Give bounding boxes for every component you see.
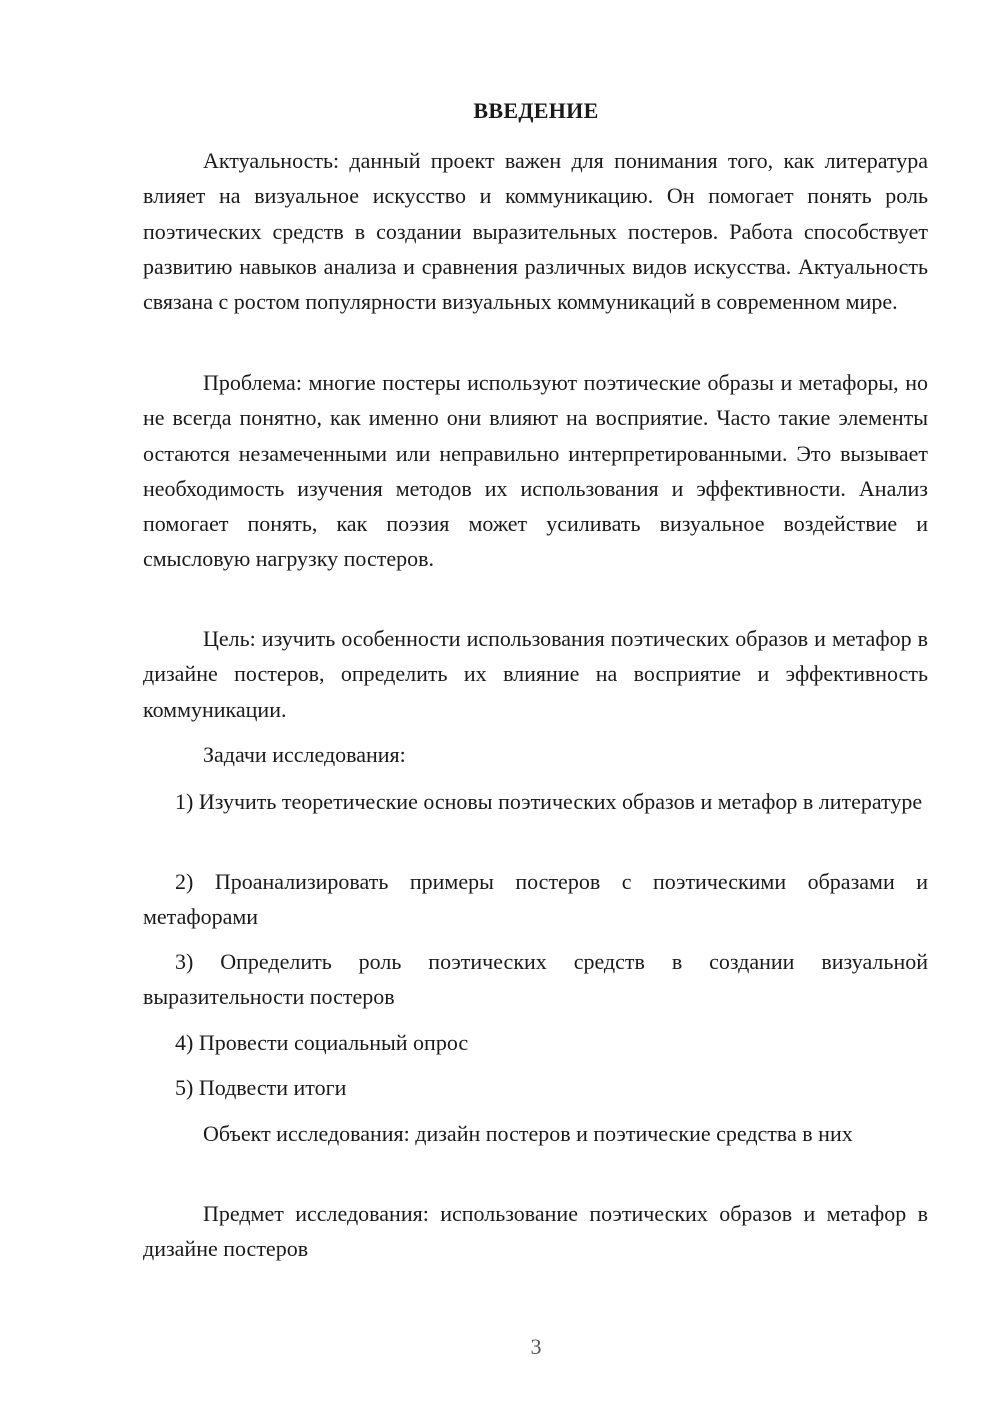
task-item-2: 2) Проанализировать примеры постеров с поэтическими образами и метафорами xyxy=(143,869,928,930)
page-number: 3 xyxy=(530,1334,542,1359)
paragraph-subject: Предмет исследования: использование поэтических образов и метафор в дизайне постеров xyxy=(143,1201,928,1262)
task-item-1: 1) Изучить теоретические основы поэтических образов и метафор в литературе xyxy=(175,789,923,814)
task-item-5: 5) Подвести итоги xyxy=(175,1075,347,1100)
task-item-3: 3) Определить роль поэтических средств в создании визуальной выразительности постеров xyxy=(143,949,928,1010)
task-item-4: 4) Провести социальный опрос xyxy=(175,1030,469,1055)
paragraph-goal: Цель: изучить особенности использования поэтических образов и метафор в дизайне постеров, определить их влияние на восприятие и эффективность коммуникации. xyxy=(143,626,928,722)
paragraph-problem: Проблема: многие постеры используют поэтические образы и метафоры, но не всегда понятно, как именно они влияют на восприятие. Часто такие элементы остаются незамеченными или неправильно интерпретированными. Это вызывает необходимость изучения методов их использования и эффективности. Анализ помогает понять, как поэзия может усиливать визуальное воздействие и смысловую нагрузку постеров. xyxy=(143,370,928,572)
paragraph-object: Объект исследования: дизайн постеров и поэтические средства в них xyxy=(203,1121,853,1146)
tasks-title: Задачи исследования: xyxy=(203,742,406,767)
paragraph-relevance: Актуальность: данный проект важен для понимания того, как литература влияет на визуальное искусство и коммуникацию. Он помогает понять роль поэтических средств в создании выразительных постеров. Работа способствует развитию навыков анализа и сравнения различных видов искусства. Актуальность связана с ростом популярности визуальных коммуникаций в современном мире. xyxy=(143,148,928,315)
section-heading: ВВЕДЕНИЕ xyxy=(473,98,599,123)
